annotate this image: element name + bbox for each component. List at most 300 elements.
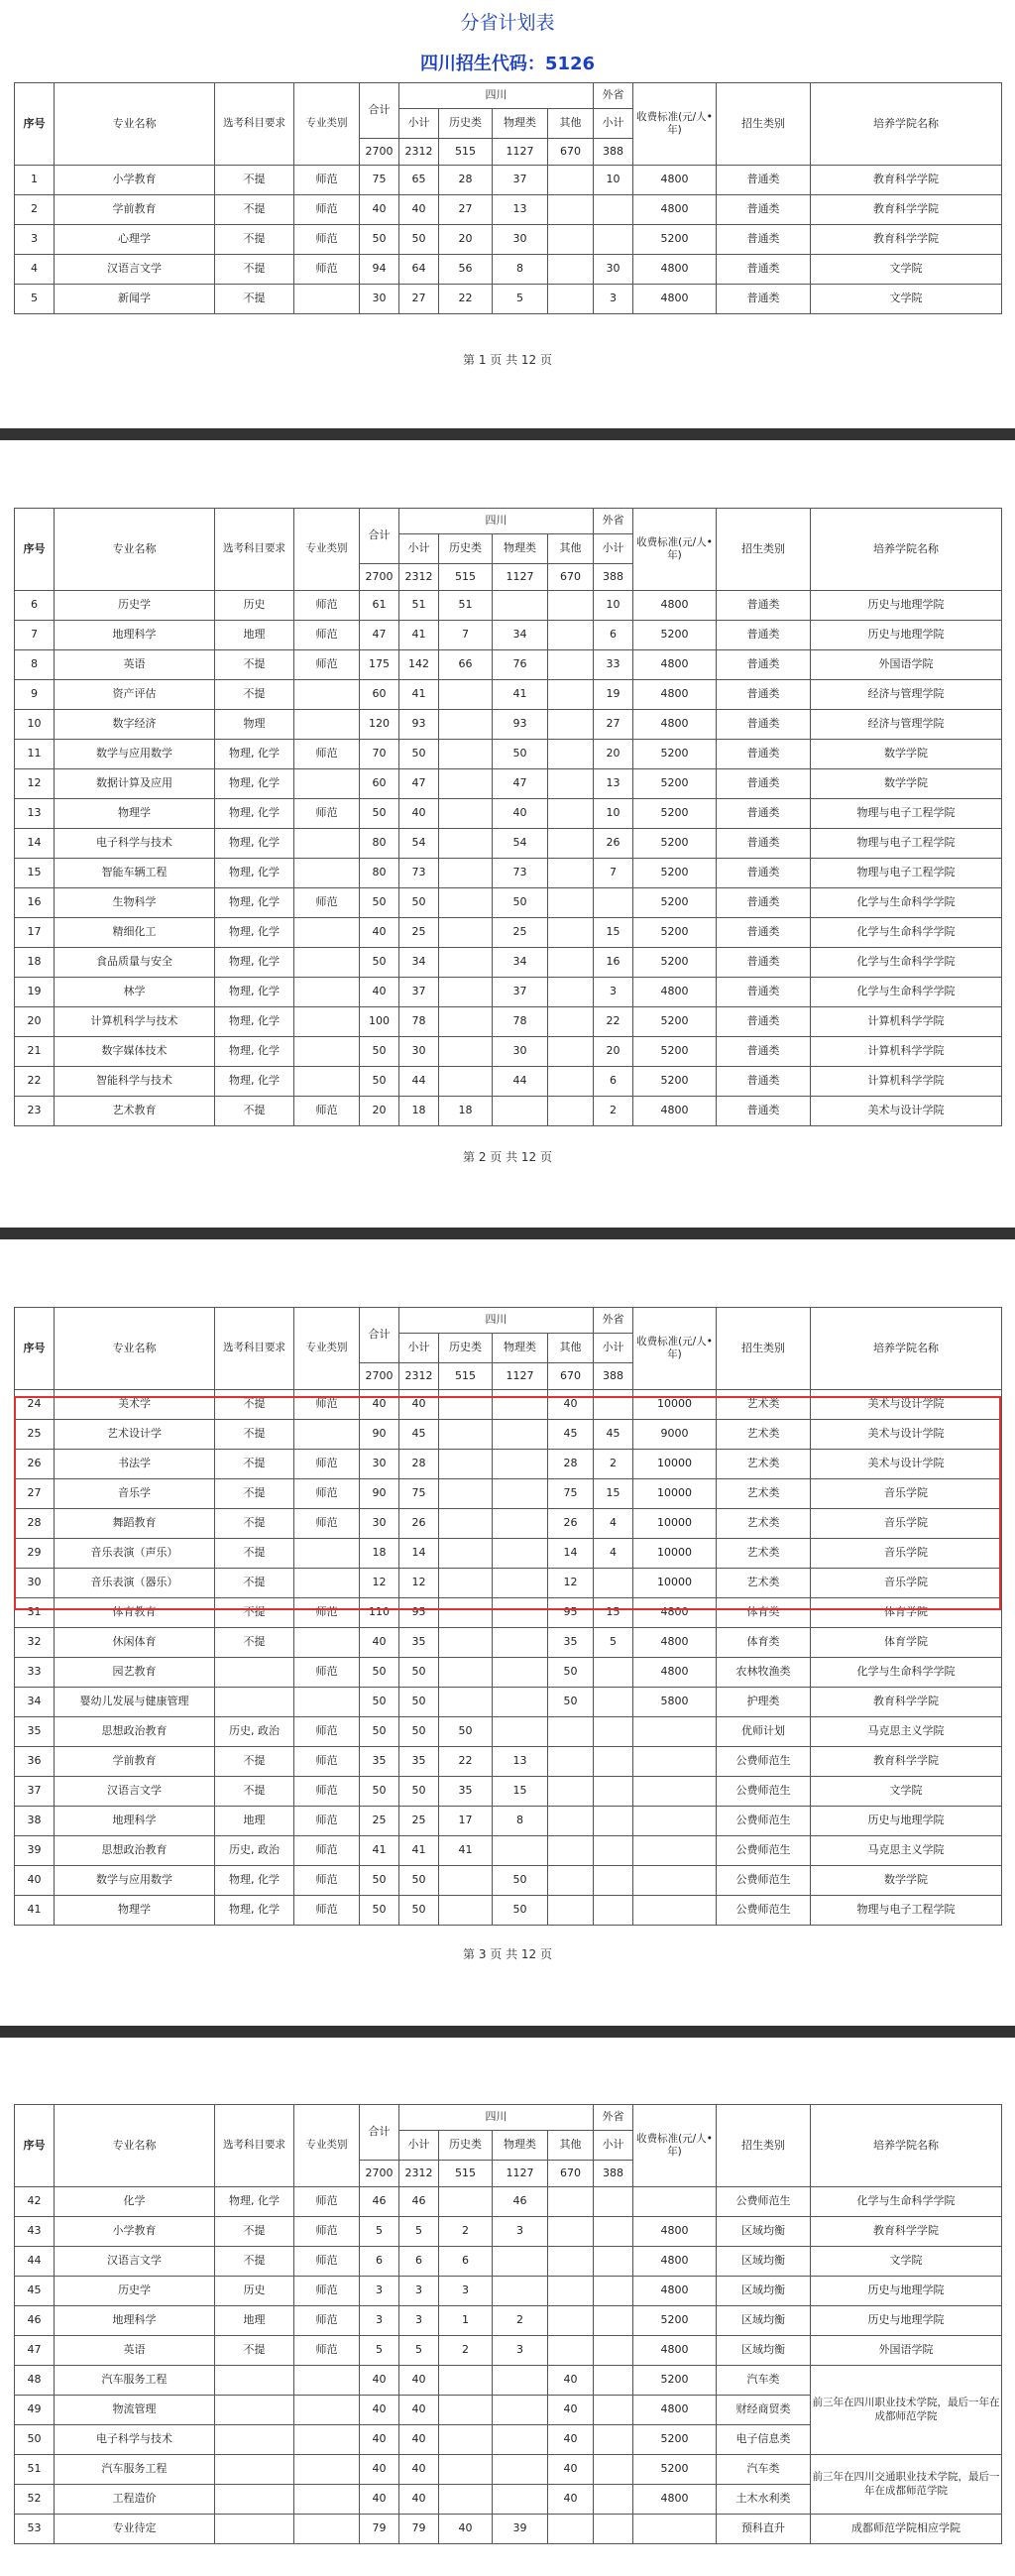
cell-out: 2 <box>594 1450 633 1479</box>
cell-category: 艺术类 <box>717 1420 811 1450</box>
col-header-out: 外省 <box>594 509 633 534</box>
cell-seq: 18 <box>15 948 55 978</box>
cell-major-type: 师范 <box>294 166 360 195</box>
out-count: 388 <box>594 2161 633 2187</box>
cell-physics: 3 <box>493 2336 548 2366</box>
cell-major-type: 师范 <box>294 225 360 255</box>
cell-seq: 39 <box>15 1836 55 1866</box>
cell-major: 艺术设计学 <box>55 1420 215 1450</box>
cell-sc-subtotal: 50 <box>399 1717 439 1747</box>
cell-other <box>548 2277 594 2306</box>
cell-seq: 34 <box>15 1688 55 1717</box>
cell-seq: 47 <box>15 2336 55 2366</box>
cell-major-type <box>294 285 360 314</box>
cell-other <box>548 1866 594 1896</box>
table-row <box>15 1747 1002 1777</box>
out-count: 388 <box>594 1363 633 1390</box>
cell-history: 1 <box>439 2306 493 2336</box>
cell-major: 英语 <box>55 650 215 680</box>
cell-major-type: 师范 <box>294 1717 360 1747</box>
cell-total: 50 <box>360 888 399 918</box>
cell-history <box>439 1479 493 1509</box>
cell-major-type: 师范 <box>294 650 360 680</box>
cell-out: 4 <box>594 1509 633 1539</box>
cell-fee: 4800 <box>633 1598 717 1628</box>
cell-history <box>439 1539 493 1569</box>
cell-total: 40 <box>360 2455 399 2485</box>
cell-fee: 5800 <box>633 1688 717 1717</box>
table-row <box>15 1509 1002 1539</box>
cell-subject-req: 不提 <box>215 1420 294 1450</box>
cell-category: 普通类 <box>717 769 811 799</box>
cell-physics: 76 <box>493 650 548 680</box>
cell-subject-req: 物理, 化学 <box>215 829 294 859</box>
cell-other <box>548 621 594 650</box>
cell-total: 50 <box>360 1688 399 1717</box>
cell-other: 35 <box>548 1628 594 1658</box>
cell-seq: 36 <box>15 1747 55 1777</box>
col-header-category: 招生类别 <box>717 1308 811 1390</box>
cell-college: 文学院 <box>811 255 1002 285</box>
sichuan-subtotal-count: 2312 <box>399 564 439 591</box>
cell-out <box>594 225 633 255</box>
cell-total: 50 <box>360 1067 399 1097</box>
page-separator <box>0 428 1015 440</box>
cell-major: 音乐表演（器乐） <box>55 1569 215 1598</box>
cell-college: 数学学院 <box>811 740 1002 769</box>
cell-physics: 46 <box>493 2187 548 2217</box>
cell-major: 历史学 <box>55 591 215 621</box>
cell-major: 数学与应用数学 <box>55 740 215 769</box>
cell-physics: 50 <box>493 1866 548 1896</box>
cell-category: 艺术类 <box>717 1509 811 1539</box>
cell-total: 79 <box>360 2515 399 2544</box>
table-row <box>15 1807 1002 1836</box>
cell-college: 音乐学院 <box>811 1509 1002 1539</box>
cell-history <box>439 2485 493 2515</box>
cell-seq: 49 <box>15 2396 55 2425</box>
cell-out: 10 <box>594 799 633 829</box>
cell-category: 普通类 <box>717 799 811 829</box>
col-header-other: 其他 <box>548 534 594 564</box>
col-header-subject-req: 选考科目要求 <box>215 1308 294 1390</box>
cell-major: 心理学 <box>55 225 215 255</box>
cell-seq: 5 <box>15 285 55 314</box>
cell-out: 20 <box>594 740 633 769</box>
cell-seq: 53 <box>15 2515 55 2544</box>
cell-fee: 5200 <box>633 1007 717 1037</box>
cell-subject-req: 地理 <box>215 1807 294 1836</box>
cell-category: 普通类 <box>717 1037 811 1067</box>
cell-category: 普通类 <box>717 650 811 680</box>
cell-sc-subtotal: 30 <box>399 1037 439 1067</box>
col-header-total: 合计 <box>360 83 399 139</box>
cell-major-type: 师范 <box>294 2336 360 2366</box>
cell-subject-req <box>215 2425 294 2455</box>
page-separator <box>0 2026 1015 2038</box>
cell-subject-req <box>215 2396 294 2425</box>
col-header-out-subtotal: 小计 <box>594 109 633 139</box>
cell-physics: 3 <box>493 2217 548 2247</box>
cell-major: 汉语言文学 <box>55 2247 215 2277</box>
cell-history: 66 <box>439 650 493 680</box>
history-count: 515 <box>439 2161 493 2187</box>
table-row <box>15 1037 1002 1067</box>
col-header-sichuan: 四川 <box>399 83 594 109</box>
cell-total: 50 <box>360 1717 399 1747</box>
cell-subject-req: 历史, 政治 <box>215 1717 294 1747</box>
col-header-total: 合计 <box>360 2105 399 2161</box>
cell-history <box>439 1390 493 1420</box>
cell-out <box>594 2396 633 2425</box>
cell-major: 音乐表演（声乐） <box>55 1539 215 1569</box>
cell-other: 45 <box>548 1420 594 1450</box>
cell-seq: 52 <box>15 2485 55 2515</box>
col-header-subtotal: 小计 <box>399 1334 439 1363</box>
cell-physics: 13 <box>493 195 548 225</box>
cell-out: 5 <box>594 1628 633 1658</box>
physics-count: 1127 <box>493 1363 548 1390</box>
cell-major: 美术学 <box>55 1390 215 1420</box>
cell-college: 数学学院 <box>811 769 1002 799</box>
cell-major: 艺术教育 <box>55 1097 215 1126</box>
cell-total: 30 <box>360 1509 399 1539</box>
cell-fee: 10000 <box>633 1390 717 1420</box>
cell-major: 物理学 <box>55 799 215 829</box>
cell-other <box>548 1037 594 1067</box>
cell-fee: 10000 <box>633 1450 717 1479</box>
cell-fee: 5200 <box>633 2366 717 2396</box>
cell-other: 95 <box>548 1598 594 1628</box>
cell-fee: 5200 <box>633 621 717 650</box>
cell-total: 110 <box>360 1598 399 1628</box>
cell-physics <box>493 1628 548 1658</box>
cell-out <box>594 2425 633 2455</box>
cell-total: 40 <box>360 1628 399 1658</box>
cell-major: 数字经济 <box>55 710 215 740</box>
cell-other <box>548 978 594 1007</box>
cell-major-type: 师范 <box>294 1097 360 1126</box>
table-row <box>15 166 1002 195</box>
cell-college-merged: 前三年在四川交通职业技术学院，最后一年在成都师范学院 <box>811 2455 1002 2515</box>
cell-fee: 4800 <box>633 255 717 285</box>
cell-major: 数学与应用数学 <box>55 1866 215 1896</box>
cell-subject-req: 不提 <box>215 1628 294 1658</box>
cell-seq: 21 <box>15 1037 55 1067</box>
cell-fee: 5200 <box>633 1067 717 1097</box>
col-header-sichuan: 四川 <box>399 2105 594 2131</box>
cell-total: 50 <box>360 1658 399 1688</box>
cell-other: 40 <box>548 2366 594 2396</box>
cell-out <box>594 2515 633 2544</box>
cell-subject-req: 不提 <box>215 166 294 195</box>
cell-physics <box>493 1658 548 1688</box>
cell-out <box>594 1390 633 1420</box>
cell-seq: 30 <box>15 1569 55 1598</box>
cell-seq: 11 <box>15 740 55 769</box>
cell-college: 教育科学学院 <box>811 1747 1002 1777</box>
table-row <box>15 859 1002 888</box>
col-header-college: 培养学院名称 <box>811 83 1002 166</box>
cell-other: 50 <box>548 1688 594 1717</box>
col-header-fee: 收费标准(元/人•年) <box>633 509 717 591</box>
cell-total: 30 <box>360 285 399 314</box>
cell-history <box>439 1688 493 1717</box>
cell-subject-req: 物理, 化学 <box>215 1037 294 1067</box>
cell-sc-subtotal: 3 <box>399 2306 439 2336</box>
cell-seq: 9 <box>15 680 55 710</box>
cell-category: 普通类 <box>717 918 811 948</box>
cell-category: 普通类 <box>717 740 811 769</box>
cell-major: 音乐学 <box>55 1479 215 1509</box>
cell-physics <box>493 591 548 621</box>
cell-history <box>439 2455 493 2485</box>
cell-college: 音乐学院 <box>811 1569 1002 1598</box>
cell-subject-req: 不提 <box>215 1777 294 1807</box>
table-row <box>15 1420 1002 1450</box>
cell-fee: 4800 <box>633 1628 717 1658</box>
cell-college: 成都师范学院相应学院 <box>811 2515 1002 2544</box>
cell-fee: 10000 <box>633 1479 717 1509</box>
cell-major: 物流管理 <box>55 2396 215 2425</box>
cell-sc-subtotal: 6 <box>399 2247 439 2277</box>
cell-fee: 5200 <box>633 2306 717 2336</box>
cell-seq: 8 <box>15 650 55 680</box>
cell-physics <box>493 1569 548 1598</box>
cell-subject-req: 不提 <box>215 1390 294 1420</box>
cell-major: 物理学 <box>55 1896 215 1926</box>
table-section-1 <box>14 82 1001 314</box>
cell-seq: 3 <box>15 225 55 255</box>
col-header-seq: 序号 <box>15 1308 55 1390</box>
cell-subject-req: 物理, 化学 <box>215 1067 294 1097</box>
cell-major: 舞蹈教育 <box>55 1509 215 1539</box>
cell-history <box>439 1628 493 1658</box>
cell-sc-subtotal: 50 <box>399 1777 439 1807</box>
cell-major: 思想政治教育 <box>55 1717 215 1747</box>
cell-physics <box>493 2396 548 2425</box>
cell-out: 27 <box>594 710 633 740</box>
cell-subject-req: 物理, 化学 <box>215 2187 294 2217</box>
cell-subject-req: 物理, 化学 <box>215 918 294 948</box>
cell-category: 普通类 <box>717 1097 811 1126</box>
cell-fee <box>633 1717 717 1747</box>
cell-other <box>548 918 594 948</box>
cell-history: 51 <box>439 591 493 621</box>
cell-major: 汉语言文学 <box>55 1777 215 1807</box>
cell-sc-subtotal: 93 <box>399 710 439 740</box>
cell-seq: 40 <box>15 1866 55 1896</box>
cell-major-type <box>294 2485 360 2515</box>
cell-fee: 4800 <box>633 195 717 225</box>
cell-major-type: 师范 <box>294 195 360 225</box>
cell-major: 汉语言文学 <box>55 255 215 285</box>
cell-category: 土木水利类 <box>717 2485 811 2515</box>
col-header-college: 培养学院名称 <box>811 1308 1002 1390</box>
cell-major-type: 师范 <box>294 799 360 829</box>
cell-other: 40 <box>548 2455 594 2485</box>
cell-other: 26 <box>548 1509 594 1539</box>
cell-sc-subtotal: 5 <box>399 2217 439 2247</box>
cell-major-type: 师范 <box>294 1598 360 1628</box>
cell-total: 50 <box>360 948 399 978</box>
cell-subject-req: 不提 <box>215 680 294 710</box>
cell-physics <box>493 2247 548 2277</box>
cell-major: 生物科学 <box>55 888 215 918</box>
cell-other: 40 <box>548 2396 594 2425</box>
cell-history <box>439 1007 493 1037</box>
cell-major-type: 师范 <box>294 2247 360 2277</box>
cell-sc-subtotal: 65 <box>399 166 439 195</box>
cell-college: 音乐学院 <box>811 1479 1002 1509</box>
cell-sc-subtotal: 26 <box>399 1509 439 1539</box>
table-row <box>15 769 1002 799</box>
cell-major: 思想政治教育 <box>55 1836 215 1866</box>
col-header-history: 历史类 <box>439 2131 493 2161</box>
table-row <box>15 948 1002 978</box>
cell-major-type: 师范 <box>294 1896 360 1926</box>
cell-fee: 4800 <box>633 2396 717 2425</box>
page-indicator-3: 第 3 页 共 12 页 <box>463 1947 552 1961</box>
cell-major-type: 师范 <box>294 1658 360 1688</box>
cell-category: 普通类 <box>717 1007 811 1037</box>
cell-out <box>594 1896 633 1926</box>
cell-out: 10 <box>594 591 633 621</box>
table-row <box>15 2366 1002 2396</box>
cell-physics: 39 <box>493 2515 548 2544</box>
cell-fee: 10000 <box>633 1569 717 1598</box>
cell-college: 教育科学学院 <box>811 195 1002 225</box>
cell-out: 3 <box>594 285 633 314</box>
page-indicator-2: 第 2 页 共 12 页 <box>463 1150 552 1164</box>
col-header-physics: 物理类 <box>493 534 548 564</box>
cell-out: 15 <box>594 1598 633 1628</box>
physics-count: 1127 <box>493 139 548 166</box>
cell-history: 28 <box>439 166 493 195</box>
cell-category: 普通类 <box>717 829 811 859</box>
cell-major: 工程造价 <box>55 2485 215 2515</box>
cell-category: 艺术类 <box>717 1569 811 1598</box>
cell-sc-subtotal: 34 <box>399 948 439 978</box>
total-count: 2700 <box>360 139 399 166</box>
cell-other <box>548 2187 594 2217</box>
cell-fee: 4800 <box>633 591 717 621</box>
cell-fee: 5200 <box>633 829 717 859</box>
cell-out: 20 <box>594 1037 633 1067</box>
table-row <box>15 255 1002 285</box>
cell-major: 化学 <box>55 2187 215 2217</box>
cell-other: 40 <box>548 2485 594 2515</box>
cell-category: 普通类 <box>717 195 811 225</box>
cell-other: 50 <box>548 1658 594 1688</box>
cell-subject-req: 历史, 政治 <box>215 1836 294 1866</box>
cell-major-type: 师范 <box>294 1866 360 1896</box>
physics-count: 1127 <box>493 564 548 591</box>
cell-seq: 50 <box>15 2425 55 2455</box>
cell-subject-req: 物理, 化学 <box>215 888 294 918</box>
cell-physics: 50 <box>493 888 548 918</box>
col-header-major-type: 专业类别 <box>294 83 360 166</box>
history-count: 515 <box>439 1363 493 1390</box>
cell-major-type <box>294 680 360 710</box>
cell-subject-req: 物理, 化学 <box>215 978 294 1007</box>
cell-history: 6 <box>439 2247 493 2277</box>
cell-other <box>548 2217 594 2247</box>
cell-category: 区域均衡 <box>717 2277 811 2306</box>
cell-total: 5 <box>360 2217 399 2247</box>
table-row <box>15 650 1002 680</box>
cell-out: 6 <box>594 1067 633 1097</box>
cell-sc-subtotal: 37 <box>399 978 439 1007</box>
cell-other <box>548 680 594 710</box>
cell-subject-req: 物理, 化学 <box>215 1007 294 1037</box>
page-title: 分省计划表 <box>460 12 555 34</box>
cell-fee: 10000 <box>633 1539 717 1569</box>
cell-major: 智能车辆工程 <box>55 859 215 888</box>
cell-out <box>594 1717 633 1747</box>
cell-total: 6 <box>360 2247 399 2277</box>
cell-major-type: 师范 <box>294 2306 360 2336</box>
cell-physics: 2 <box>493 2306 548 2336</box>
cell-other <box>548 2306 594 2336</box>
cell-sc-subtotal: 35 <box>399 1628 439 1658</box>
cell-category: 普通类 <box>717 285 811 314</box>
cell-fee: 5200 <box>633 225 717 255</box>
cell-category: 艺术类 <box>717 1450 811 1479</box>
col-header-major-type: 专业类别 <box>294 1308 360 1390</box>
cell-college: 外国语学院 <box>811 2336 1002 2366</box>
cell-history <box>439 829 493 859</box>
cell-history <box>439 1896 493 1926</box>
cell-college: 历史与地理学院 <box>811 591 1002 621</box>
cell-total: 20 <box>360 1097 399 1126</box>
cell-other <box>548 1777 594 1807</box>
cell-physics <box>493 1836 548 1866</box>
cell-out: 30 <box>594 255 633 285</box>
cell-seq: 26 <box>15 1450 55 1479</box>
cell-subject-req <box>215 2455 294 2485</box>
cell-out: 6 <box>594 621 633 650</box>
cell-other <box>548 1747 594 1777</box>
col-header-out: 外省 <box>594 83 633 109</box>
sichuan-subtotal-count: 2312 <box>399 2161 439 2187</box>
cell-major-type <box>294 1539 360 1569</box>
cell-history <box>439 978 493 1007</box>
table-row <box>15 225 1002 255</box>
table-row <box>15 1097 1002 1126</box>
cell-sc-subtotal: 75 <box>399 1479 439 1509</box>
total-count: 2700 <box>360 564 399 591</box>
cell-seq: 29 <box>15 1539 55 1569</box>
cell-other <box>548 591 594 621</box>
cell-sc-subtotal: 50 <box>399 1658 439 1688</box>
cell-major: 小学教育 <box>55 166 215 195</box>
cell-seq: 23 <box>15 1097 55 1126</box>
cell-seq: 24 <box>15 1390 55 1420</box>
table-row <box>15 1866 1002 1896</box>
col-header-other: 其他 <box>548 1334 594 1363</box>
cell-major-type <box>294 1569 360 1598</box>
cell-major: 地理科学 <box>55 621 215 650</box>
cell-seq: 46 <box>15 2306 55 2336</box>
cell-total: 5 <box>360 2336 399 2366</box>
col-header-subject-req: 选考科目要求 <box>215 2105 294 2187</box>
cell-other <box>548 1007 594 1037</box>
cell-category: 普通类 <box>717 225 811 255</box>
cell-major-type: 师范 <box>294 740 360 769</box>
cell-total: 40 <box>360 2425 399 2455</box>
cell-category: 公费师范生 <box>717 2187 811 2217</box>
